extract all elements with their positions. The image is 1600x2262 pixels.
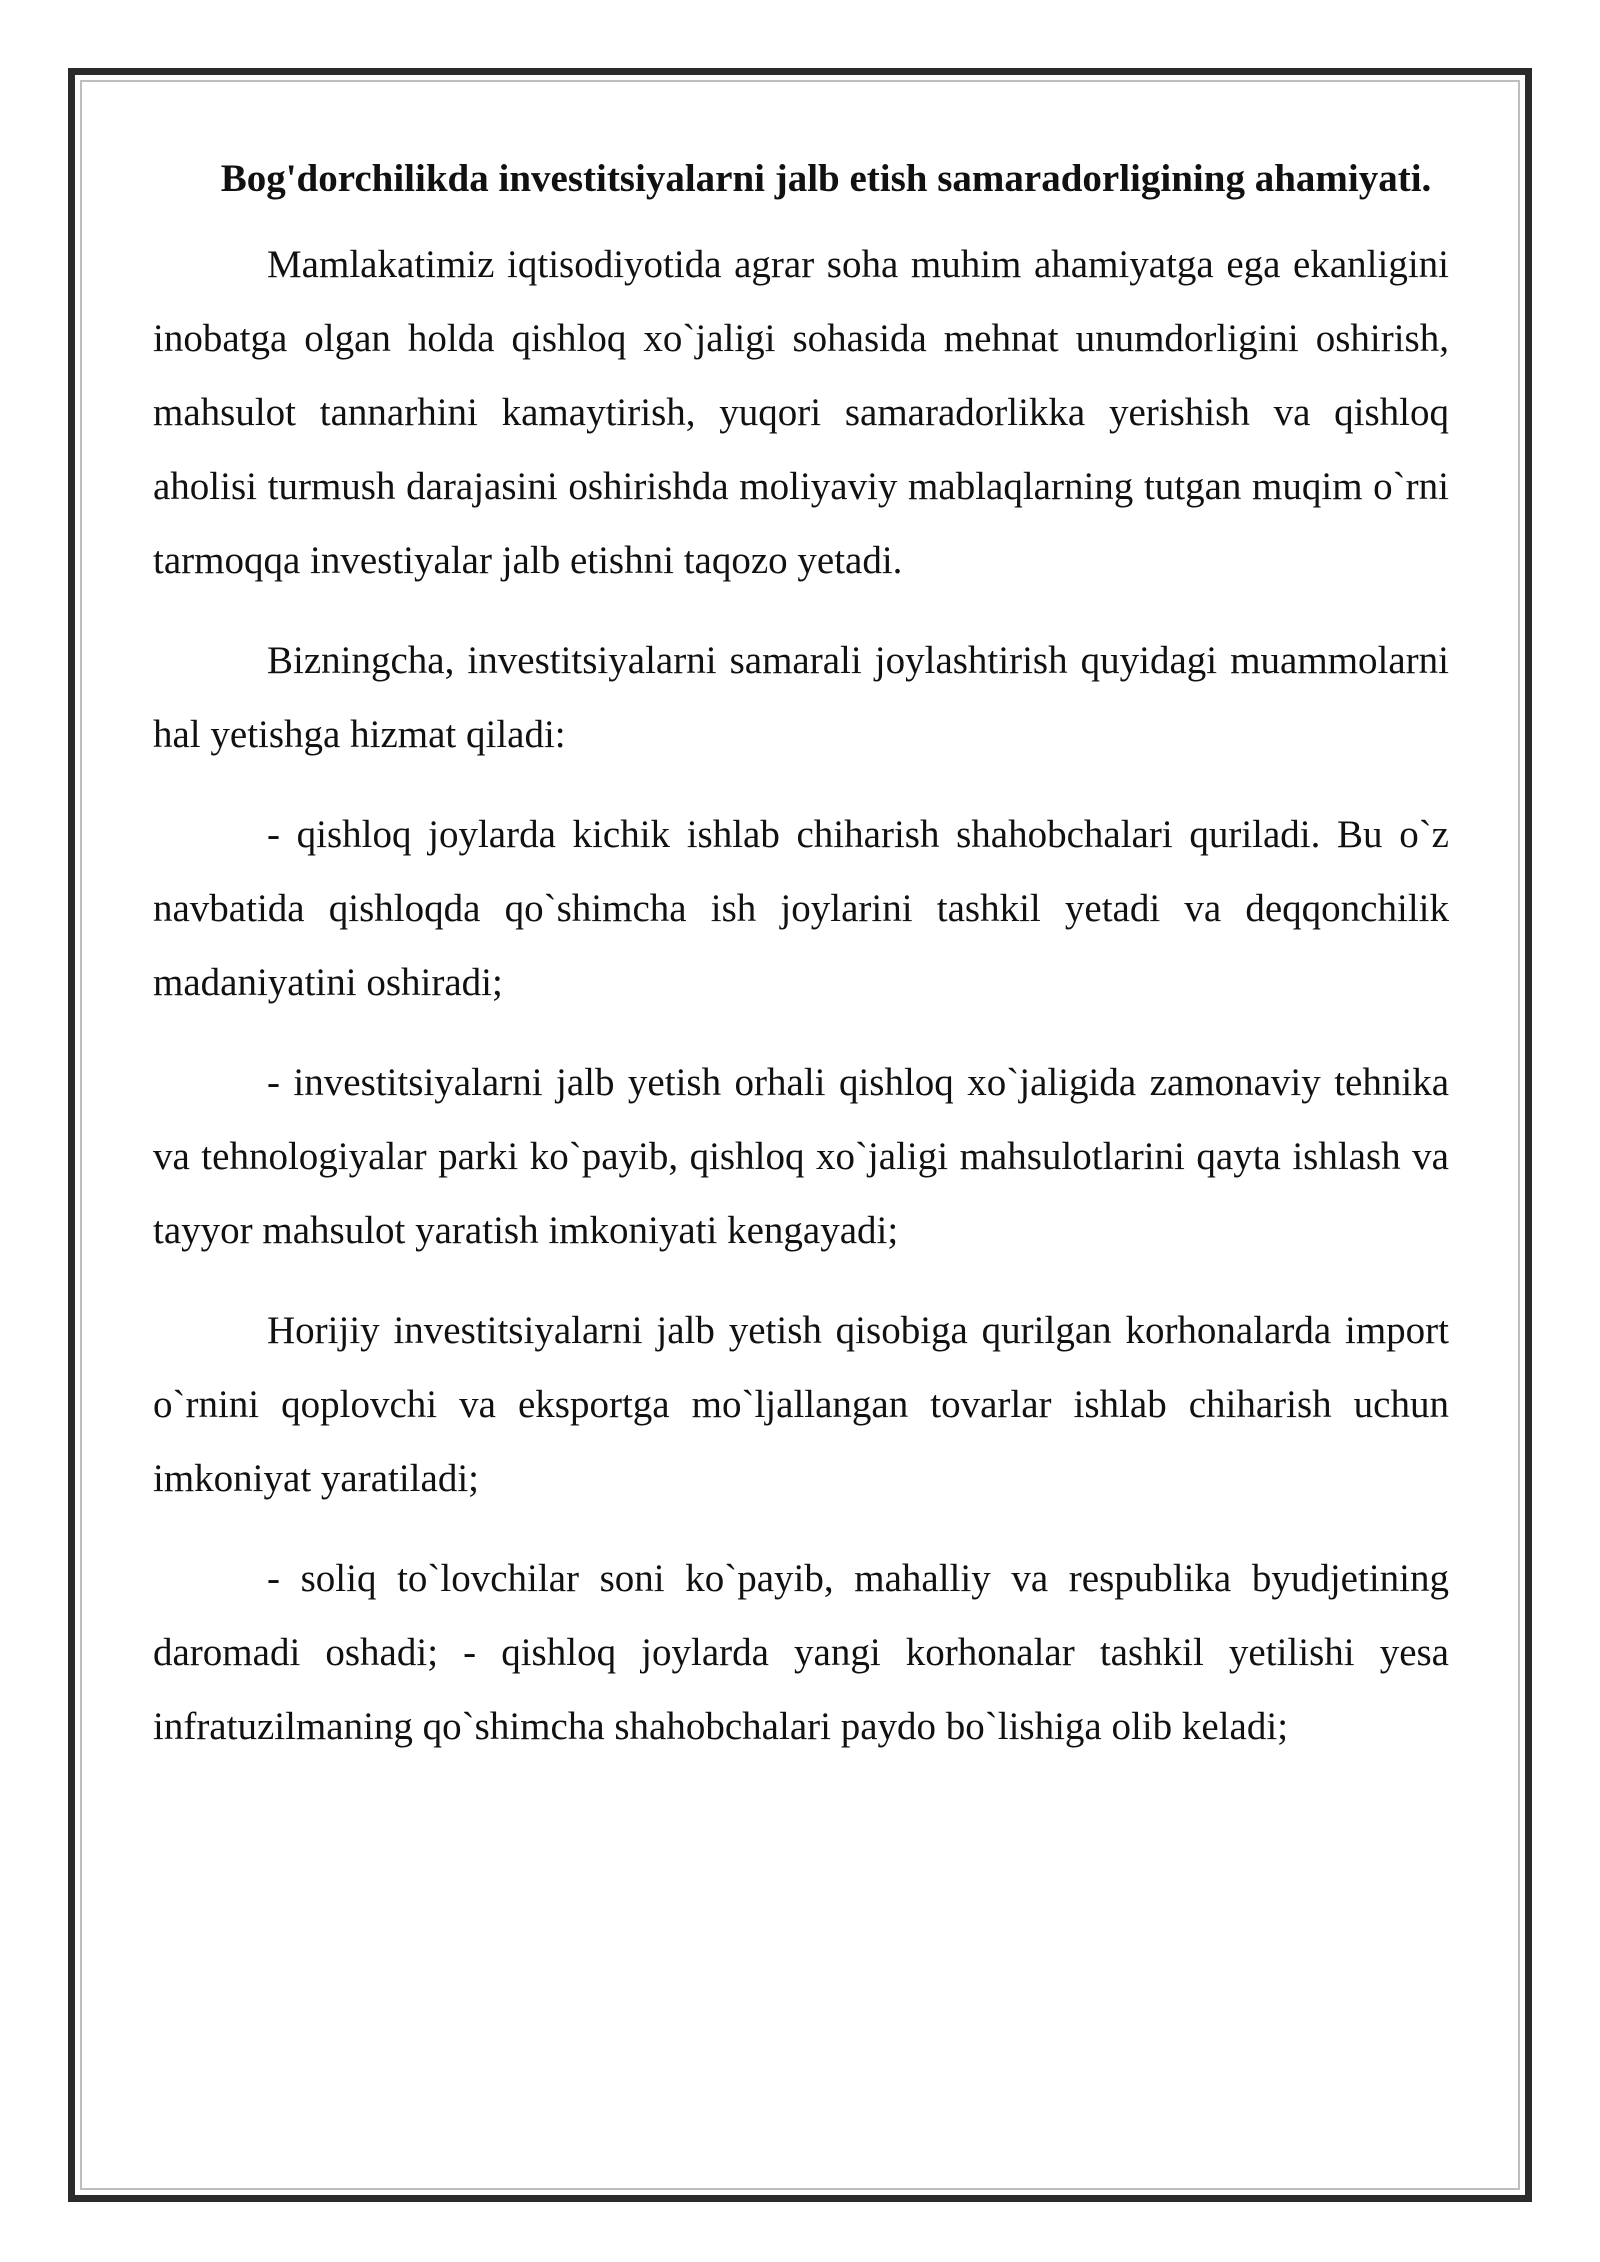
paragraph-bullet-technology: - investitsiyalarni jalb yetish orhali qishloq xo`jaligida zamonaviy tehnika va tehnologiyalar parki ko`payib, qishloq xo`jaligi mahsulotlarini qayta ishlash va tayyor mahsulot yaratish imkoniyati kengayadi;	[153, 1061, 1449, 1252]
paragraph-bullet-taxpayers: - soliq to`lovchilar soni ko`payib, mahalliy va respublika byudjetining daromadi oshadi; - qishloq joylarda yangi korhonalar tashkil yetilishi yesa infratuzilmaning qo`shimcha shahobchalari paydo bo`lishiga olib keladi;	[153, 1557, 1449, 1748]
paragraph-problems-lead: Bizningcha, investitsiyalarni samarali joylashtirish quyidagi muammolarni hal yetishga hizmat qiladi:	[153, 639, 1449, 756]
paragraph-foreign-investment: Horijiy investitsiyalarni jalb yetish qisobiga qurilgan korhonalarda import o`rnini qoplovchi va eksportga mo`ljallangan tovarlar ishlab chiharish uchun imkoniyat yaratiladi;	[153, 1309, 1449, 1500]
document-body	[153, 148, 1449, 1790]
paragraph-intro: Mamlakatimiz iqtisodiyotida agrar soha muhim ahamiyatga ega ekanligini inobatga olgan holda qishloq xo`jaligi sohasida mehnat unumdorligini oshirish, mahsulot tannarhini kamaytirish, yuqori samaradorlikka yerishish va qishloq aholisi turmush darajasini oshirishda moliyaviy mablaqlarning tutgan muqim o`rni tarmoqqa investiyalar jalb etishni taqozo yetadi.	[153, 243, 1449, 582]
paragraph-bullet-small-production: - qishloq joylarda kichik ishlab chiharish shahobchalari quriladi. Bu o`z navbatida qishloqda qo`shimcha ish joylarini tashkil yetadi va deqqonchilik madaniyatini oshiradi;	[153, 813, 1449, 1004]
document-title: Bog'dorchilikda investitsiyalarni jalb etish samaradorligining ahamiyati.	[220, 157, 1432, 200]
